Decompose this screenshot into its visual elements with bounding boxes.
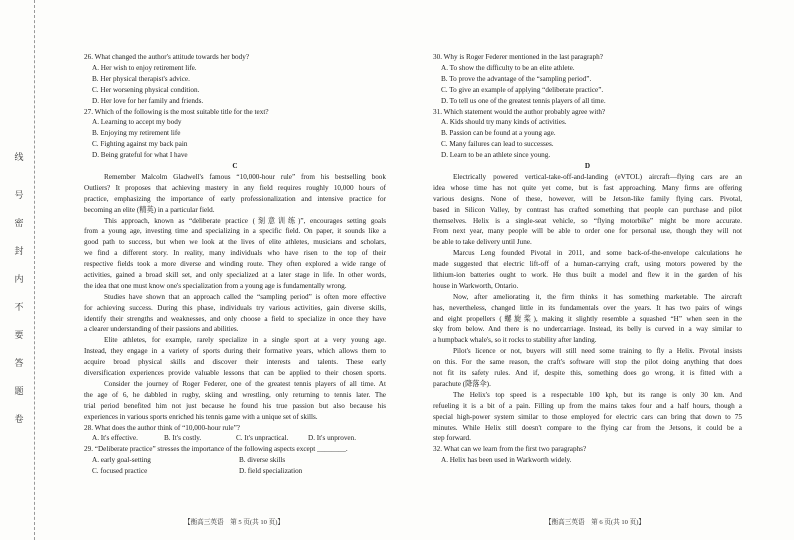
text-line: The Helix's top speed is a respectable 100 kph, but its range is only 30 km. And (453, 390, 742, 399)
text-line: Now, after ameliorating it, the firm thinks it has something marketable. The aircraft (453, 292, 742, 301)
binding-char: 封 (14, 246, 24, 256)
text-line: for achieving success. During this phase, individuals try various activities, gain diverse skills, (84, 303, 386, 312)
section-letter: D (584, 162, 591, 171)
text-line: various designs. None of these, however, will be Jetson-like family flying cars. Pivotal, (433, 194, 742, 203)
text-line: Pilot's licence or not, buyers will still need some training to fly a Helix. Pivotal insists (453, 347, 742, 356)
text-line: has, nevertheless, changed little in its fundamentals over the years. It has two pairs of wings (433, 303, 742, 312)
text-line: Consider the journey of Roger Federer, one of the greatest tennis players of all time. At (104, 379, 386, 388)
text-line: 28. What does the author think of “10,000-hour rule”? (84, 423, 240, 432)
binding-char: 卷 (14, 414, 24, 424)
text-line: idea whose time has not quite yet come, but is fast approaching. Many firms are offering (433, 183, 742, 192)
option-text: A. early goal-setting (92, 456, 151, 465)
binding-char: 不 (14, 302, 24, 312)
binding-margin (6, 0, 35, 540)
text-line: Studies have shown that an approach called the “sampling period” is often more effective (104, 292, 386, 301)
text-line: activities, gained a broad skill set, and only specialized at a later stage in life. In other words, (84, 271, 386, 279)
text-line: based in Silicon Valley, by contrast has crafted something that people can purchase and pilot (433, 205, 742, 214)
text-line: a humpback whale's, so it rocks to stability after landing. (433, 336, 597, 345)
text-line: B. Passion can be found at a young age. (441, 129, 556, 138)
binding-char: 要 (14, 330, 24, 340)
text-line: the idea that one must know one's specialization from a young age is fundamentally wrong. (84, 281, 347, 290)
option-row (84, 455, 386, 466)
text-line: practice, emphasizing the importance of early professionalization and intensive practice for (84, 194, 386, 203)
text-line: themselves. Helix is a single-seat vehicle, so “flying motorbike” might be more accurate. (433, 216, 742, 225)
text-line: experiences in various sports enriched his tennis game with a unique set of skills. (84, 412, 318, 421)
text-line: Marcus Leng founded Pivotal in 2011, and some back-of-the-envelope calculations he (453, 249, 742, 258)
text-line: Instead, they engage in a variety of sports during their formative years, which allows them to (84, 347, 386, 356)
text-line: 31. Which statement would the author probably agree with? (433, 107, 606, 116)
text-line: C. Fighting against my back pain (92, 140, 188, 149)
text-line: Outliers? It proposes that achieving mastery in any field requires roughly 10,000 hours of (84, 183, 386, 192)
text-line: A. Her wish to enjoy retirement life. (92, 63, 197, 72)
text-line: refueling it is a bit of a pain. Filling up from the mains takes four and a half hours, though a (433, 401, 742, 410)
text-line: A. To show the difficulty to be an elite athlete. (441, 63, 575, 72)
text-line: respective fields took a more diverse and winding route. They often explored a wide range of (84, 260, 386, 269)
text-line: A. Learning to accept my body (92, 118, 182, 127)
text-line: 30. Why is Roger Federer mentioned in the last paragraph? (433, 53, 603, 61)
binding-char: 答 (14, 358, 24, 368)
text-line: minutes. While Helix still doesn't compare to the flying car from the Jetsons, it could be a (433, 423, 742, 432)
binding-char: 密 (14, 218, 24, 228)
option-text: D. It's unproven. (308, 434, 357, 443)
text-line: becoming an elite (精英) in a particular field. (84, 205, 215, 214)
text-line: identify their strengths and weaknesses, and only choose a field to specialize in once they have (84, 314, 386, 323)
text-line: acquire broad physical skills and discover their interests and talents. These early (84, 358, 386, 367)
option-row (84, 433, 386, 444)
text-line: Electrically powered vertical-take-off-and-landing (eVTOL) aircraft—flying cars are an (453, 172, 742, 181)
text-line: step forward. (433, 434, 471, 443)
text-line: diversification experiences provide valuable lessons that can be applied to their chosen sports. (84, 369, 386, 378)
text-line: the age of 6, he dabbled in rugby, skiing and wrestling, only returning to tennis later. The (84, 390, 386, 399)
text-line: not fit its safety rules. And if, despite this, something does go wrong, it is fitted with a (433, 369, 742, 378)
text-line: D. To tell us one of the greatest tennis players of all time. (441, 96, 606, 105)
text-line: A. Kids should try many kinds of activities. (441, 118, 567, 127)
text-line: From next year, many people will be able to order one for personal use, though they will not (433, 227, 742, 236)
text-line: B. To prove the advantage of the “sampling period”. (441, 74, 592, 83)
option-text: B. diverse skills (239, 456, 286, 465)
binding-char: 内 (14, 274, 24, 284)
text-line: lithium-ion batteries ought to work. He thus built a model and flew it in the garden of his (433, 271, 742, 279)
text-line: C. To give an example of applying “deliberate practice”. (441, 85, 604, 94)
text-line: D. Her love for her family and friends. (92, 96, 204, 105)
text-line: D. Being grateful for what I have (92, 151, 188, 160)
text-line: 32. What can we learn from the first two paragraphs? (433, 445, 587, 454)
text-line: a clearer understanding of their passions and abilities. (84, 325, 239, 334)
text-line: good path to success, but when we look at the lives of elite athletes, musicians and scholars, (84, 238, 386, 247)
text-line: B. Enjoying my retirement life (92, 129, 181, 138)
text-line: parachute (降落伞). (433, 379, 491, 388)
text-line: house in Warkworth, Ontario. (433, 281, 519, 290)
text-line: B. Her physical therapist's advice. (92, 74, 190, 83)
section-letter: C (232, 162, 238, 171)
text-line: 26. What changed the author's attitude towards her body? (84, 53, 250, 61)
text-line: A. Helix has been used in Warkworth widely. (441, 456, 572, 465)
text-line: we find a different story. In reality, many individuals who have risen to the top of their (84, 249, 386, 258)
text-line: C. Many failures can lead to successes. (441, 140, 554, 149)
text-line: 27. Which of the following is the most suitable title for the text? (84, 107, 269, 116)
text-line: D. Learn to be an athlete since young. (441, 151, 551, 160)
left-column (84, 52, 386, 477)
text-line: 29. “Deliberate practice” stresses the importance of the following aspects except ________. (84, 445, 348, 454)
text-line: trial period benefited him not just because he found his true passion but also because his (84, 401, 386, 410)
option-text: B. It's costly. (164, 434, 202, 443)
text-line: sky from below. And there is no undercarriage. Instead, its belly is curved in a way similar to (433, 325, 742, 334)
text-line: Elite athletes, for example, rarely specialize in a single sport at a very young age. (104, 336, 386, 345)
option-text: A. It's effective. (92, 434, 138, 443)
footer-left: 【衡高三英语 第 5 页(共 10 页)】 (184, 519, 285, 526)
option-text: D. field specialization (239, 467, 303, 476)
text-line: be able to take delivery until June. (433, 238, 532, 247)
option-text: C. It's unpractical. (236, 434, 289, 443)
binding-char: 题 (14, 386, 24, 396)
footer-right: 【衡高三英语 第 6 页(共 10 页)】 (545, 519, 646, 526)
right-column (433, 52, 742, 466)
text-line: and eight propellers (螺旋桨), making it slightly resemble a squashed “H” when seen in the (433, 314, 742, 323)
binding-char: 线 (14, 152, 24, 162)
text-line: special high-power system similar to those employed for electric cars can bring that down to 75 (433, 412, 742, 421)
text-line: C. Her worsening physical condition. (92, 85, 200, 94)
text-line: This approach, known as “deliberate practice (刻意训练)”, encourages setting goals (104, 216, 386, 225)
text-line: on this. For the same reason, the craft's software will stop the pilot doing anything that does (433, 358, 742, 367)
text-line: from a young age, investing time and specializing in a specific field. On paper, it sounds like a (84, 227, 386, 236)
text-line: made suggested that electric lift-off of a human-carrying craft, using motors powered by the (433, 260, 742, 269)
binding-char: 号 (14, 190, 24, 200)
text-line: Remember Malcolm Gladwell's famous “10,000-hour rule” from his bestselling book (104, 172, 386, 181)
option-text: C. focused practice (92, 467, 148, 476)
option-row (84, 466, 386, 477)
